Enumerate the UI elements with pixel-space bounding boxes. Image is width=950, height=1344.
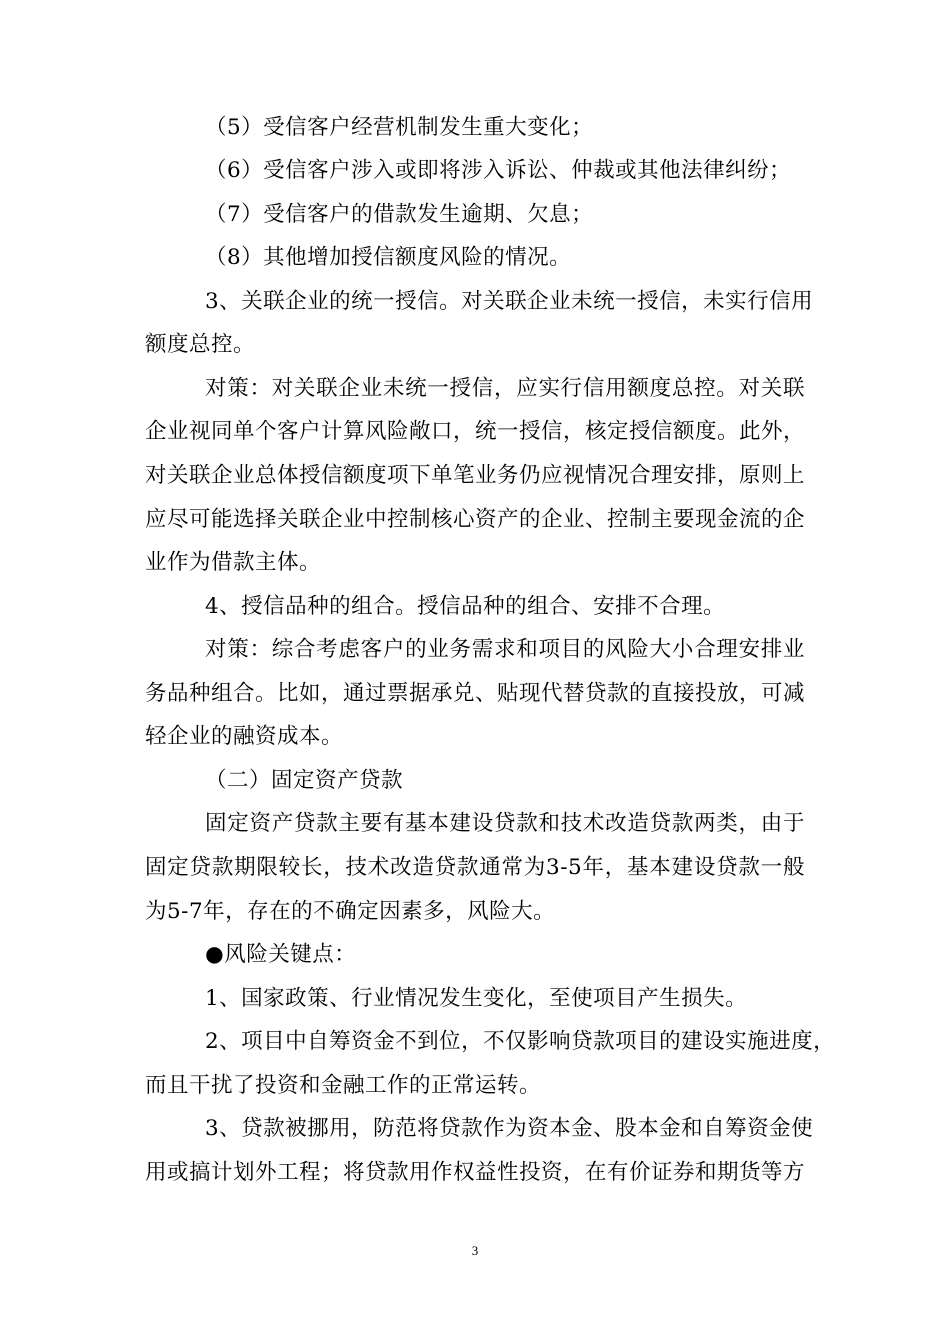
paragraph-countermeasure-1-line-5: 业作为借款主体。 [145, 550, 322, 575]
paragraph-fixed-asset-line-2: 固定贷款期限较长，技术改造贷款通常为3-5年，基本建设贷款一般 [145, 855, 805, 880]
paragraph-countermeasure-1-line-4: 应尽可能选择关联企业中控制核心资产的企业、控制主要现金流的企 [145, 507, 806, 532]
list-item-7: （7）受信客户的借款发生逾期、欠息； [205, 202, 594, 227]
paragraph-related-credit-line-1: 3、关联企业的统一授信。对关联企业未统一授信，未实行信用 [205, 289, 814, 314]
risk-key-points-heading: ●风险关键点： [205, 942, 357, 967]
list-item-8: （8）其他增加授信额度风险的情况。 [205, 245, 572, 270]
risk-point-2-line-1: 2、项目中自筹资金不到位，不仅影响贷款项目的建设实施进度， [205, 1029, 836, 1054]
paragraph-countermeasure-1-line-3: 对关联企业总体授信额度项下单笔业务仍应视情况合理安排，原则上 [145, 463, 806, 488]
risk-point-3-line-2: 用或搞计划外工程；将贷款用作权益性投资，在有价证券和期货等方 [145, 1160, 806, 1185]
paragraph-countermeasure-2-line-1: 对策：综合考虑客户的业务需求和项目的风险大小合理安排业 [205, 637, 805, 662]
page-number: 3 [471, 1243, 479, 1258]
list-item-6: （6）受信客户涉入或即将涉入诉讼、仲裁或其他法律纠纷； [205, 158, 792, 183]
section-heading-fixed-asset-loan: （二）固定资产贷款 [205, 768, 404, 793]
paragraph-related-credit-line-2: 额度总控。 [145, 332, 256, 357]
paragraph-countermeasure-2-line-3: 轻企业的融资成本。 [145, 724, 344, 749]
paragraph-fixed-asset-line-3: 为5-7年，存在的不确定因素多，风险大。 [145, 899, 556, 924]
paragraph-fixed-asset-line-1: 固定资产贷款主要有基本建设贷款和技术改造贷款两类，由于 [205, 811, 805, 836]
paragraph-countermeasure-2-line-2: 务品种组合。比如，通过票据承兑、贴现代替贷款的直接投放，可减 [145, 681, 806, 706]
paragraph-countermeasure-1-line-1: 对策：对关联企业未统一授信，应实行信用额度总控。对关联 [205, 376, 805, 401]
list-item-5: （5）受信客户经营机制发生重大变化； [205, 115, 594, 140]
risk-point-2-line-2: 而且干扰了投资和金融工作的正常运转。 [145, 1073, 542, 1098]
paragraph-credit-portfolio: 4、授信品种的组合。授信品种的组合、安排不合理。 [205, 594, 726, 619]
risk-point-1: 1、国家政策、行业情况发生变化，至使项目产生损失。 [205, 986, 748, 1011]
risk-point-3-line-1: 3、贷款被挪用，防范将贷款作为资本金、股本金和自筹资金使 [205, 1116, 814, 1141]
paragraph-countermeasure-1-line-2: 企业视同单个客户计算风险敞口，统一授信，核定授信额度。此外， [145, 419, 806, 444]
